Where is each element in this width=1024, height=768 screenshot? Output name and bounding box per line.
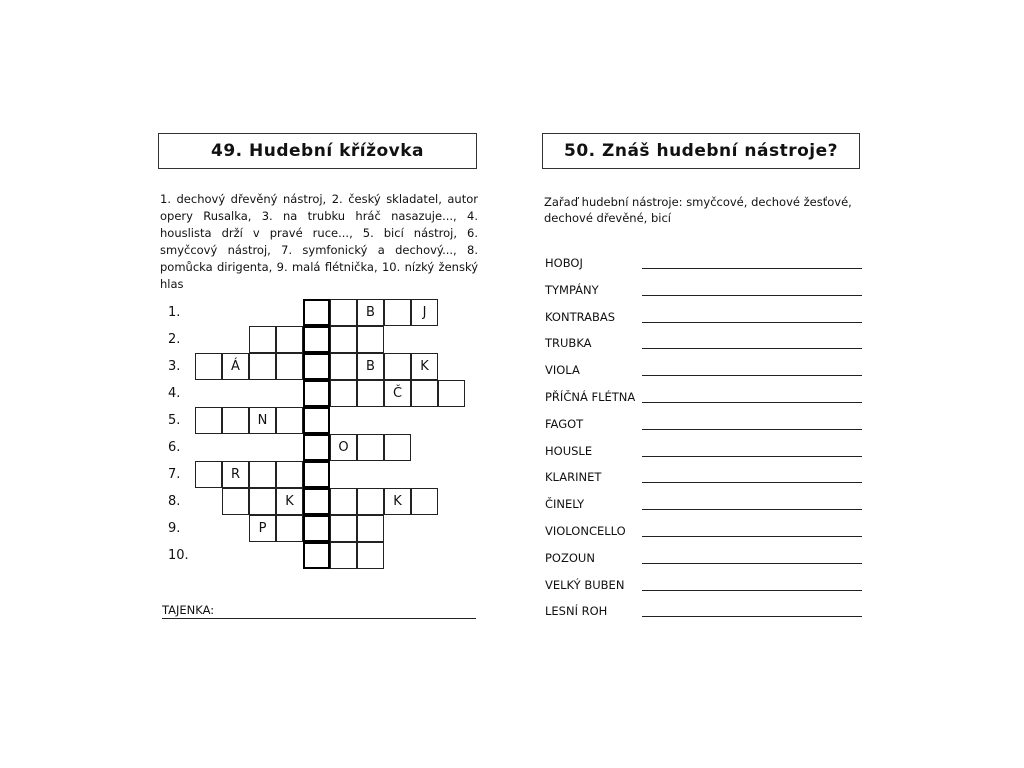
instrument-label: HOBOJ — [545, 256, 583, 270]
crossword-cell[interactable] — [249, 488, 276, 515]
instrument-label: LESNÍ ROH — [545, 604, 608, 619]
instruments-title: 50. Znáš hudební nástroje? — [542, 133, 860, 169]
instrument-label: POZOUN — [545, 550, 595, 565]
row-number: 9. — [168, 521, 181, 536]
crossword-cell[interactable] — [438, 380, 465, 407]
crossword-cell[interactable] — [330, 326, 357, 353]
crossword-key-cell[interactable] — [303, 434, 330, 461]
crossword-cell[interactable] — [276, 407, 303, 434]
crossword-cell[interactable]: P — [249, 515, 276, 542]
crossword-cell[interactable] — [222, 407, 249, 434]
instrument-answer-line[interactable] — [642, 590, 862, 591]
crossword-cell[interactable] — [195, 407, 222, 434]
instrument-label: FAGOT — [545, 416, 584, 431]
crossword-key-cell[interactable] — [303, 515, 330, 542]
crossword-cell[interactable] — [276, 461, 303, 488]
crossword-cell[interactable] — [411, 488, 438, 515]
instrument-answer-line[interactable] — [642, 456, 862, 457]
instrument-label: VIOLONCELLO — [545, 524, 626, 538]
tajenka-answer-line[interactable] — [162, 602, 476, 619]
crossword-cell[interactable] — [276, 326, 303, 353]
instrument-answer-line[interactable] — [642, 536, 862, 537]
crossword-cell[interactable]: J — [411, 299, 438, 326]
crossword-cell[interactable]: R — [222, 461, 249, 488]
row-number: 4. — [168, 386, 181, 401]
instrument-label: TYMPÁNY — [545, 282, 599, 297]
crossword-cell[interactable] — [249, 461, 276, 488]
crossword-cell[interactable] — [276, 353, 303, 380]
crossword-cell[interactable] — [249, 326, 276, 353]
instrument-label: HOUSLE — [545, 443, 593, 458]
crossword-cell[interactable]: Č — [384, 380, 411, 407]
tajenka-label: TAJENKA: — [162, 603, 215, 617]
crossword-cell[interactable] — [330, 299, 357, 326]
crossword-cell[interactable] — [411, 380, 438, 407]
crossword-cell[interactable]: K — [384, 488, 411, 515]
instrument-label: TRUBKA — [545, 336, 592, 351]
instrument-answer-line[interactable] — [642, 375, 862, 376]
crossword-cell[interactable] — [330, 353, 357, 380]
instrument-answer-line[interactable] — [642, 402, 862, 403]
crossword-clues: 1. dechový dřevěný nástroj, 2. český skladatel, autor opery Rusalka, 3. na trubku hráč nasazuje..., 4. houslista drží v pravé ruce..., 5. bicí nástroj, 6. smyčcový nástroj, 7. symfonický a dechový..., 8. pomůcka dirigenta, 9. malá flétnička, 10. nízký ženský hlas — [160, 192, 478, 291]
instrument-answer-line[interactable] — [642, 322, 862, 323]
crossword-cell[interactable] — [357, 326, 384, 353]
row-number: 8. — [168, 494, 181, 509]
instrument-answer-line[interactable] — [642, 295, 862, 296]
instruments-instruction: Zařaď hudební nástroje: smyčcové, dechové žesťové, dechové dřevěné, bicí — [544, 195, 852, 225]
crossword-cell[interactable] — [357, 380, 384, 407]
crossword-key-cell[interactable] — [303, 299, 330, 326]
instrument-answer-line[interactable] — [642, 429, 862, 430]
instrument-answer-line[interactable] — [642, 348, 862, 349]
crossword-key-cell[interactable] — [303, 488, 330, 515]
crossword-cell[interactable] — [249, 353, 276, 380]
crossword-cell[interactable] — [384, 299, 411, 326]
crossword-key-cell[interactable] — [303, 461, 330, 488]
instrument-answer-line[interactable] — [642, 482, 862, 483]
crossword-cell[interactable] — [357, 488, 384, 515]
crossword-cell[interactable] — [384, 353, 411, 380]
instrument-label: KLARINET — [545, 470, 602, 485]
instrument-label: ČINELY — [545, 497, 585, 512]
instrument-answer-line[interactable] — [642, 563, 862, 564]
crossword-cell[interactable] — [330, 542, 357, 569]
instrument-label: VIOLA — [545, 363, 580, 378]
crossword-cell[interactable] — [276, 515, 303, 542]
crossword-cell[interactable] — [195, 353, 222, 380]
instrument-label: KONTRABAS — [545, 309, 616, 324]
row-number: 10. — [168, 548, 189, 563]
crossword-cell[interactable] — [222, 488, 249, 515]
crossword-cell[interactable] — [195, 461, 222, 488]
crossword-key-cell[interactable] — [303, 380, 330, 407]
instrument-label: VELKÝ BUBEN — [545, 577, 625, 592]
row-number: 5. — [168, 413, 181, 428]
crossword-key-cell[interactable] — [303, 326, 330, 353]
crossword-cell[interactable] — [330, 380, 357, 407]
crossword-key-cell[interactable] — [303, 407, 330, 434]
crossword-cell[interactable]: K — [411, 353, 438, 380]
crossword-cell[interactable]: B — [357, 353, 384, 380]
crossword-cell[interactable] — [330, 515, 357, 542]
crossword-cell[interactable] — [330, 488, 357, 515]
crossword-cell[interactable]: Á — [222, 353, 249, 380]
crossword-key-cell[interactable] — [303, 353, 330, 380]
row-number: 1. — [168, 305, 181, 320]
crossword-title: 49. Hudební křížovka — [158, 133, 477, 169]
row-number: 3. — [168, 359, 181, 374]
row-number: 7. — [168, 467, 181, 482]
instrument-label: PŘÍČNÁ FLÉTNA — [545, 390, 636, 404]
crossword-cell[interactable]: B — [357, 299, 384, 326]
crossword-cell[interactable]: K — [276, 488, 303, 515]
crossword-cell[interactable]: N — [249, 407, 276, 434]
crossword-cell[interactable] — [384, 434, 411, 461]
crossword-cell[interactable] — [357, 515, 384, 542]
instrument-answer-line[interactable] — [642, 509, 862, 510]
crossword-cell[interactable] — [357, 434, 384, 461]
crossword-cell[interactable] — [357, 542, 384, 569]
row-number: 2. — [168, 332, 181, 347]
crossword-cell[interactable]: O — [330, 434, 357, 461]
instrument-answer-line[interactable] — [642, 268, 862, 269]
crossword-key-cell[interactable] — [303, 542, 330, 569]
row-number: 6. — [168, 440, 181, 455]
instrument-answer-line[interactable] — [642, 616, 862, 617]
